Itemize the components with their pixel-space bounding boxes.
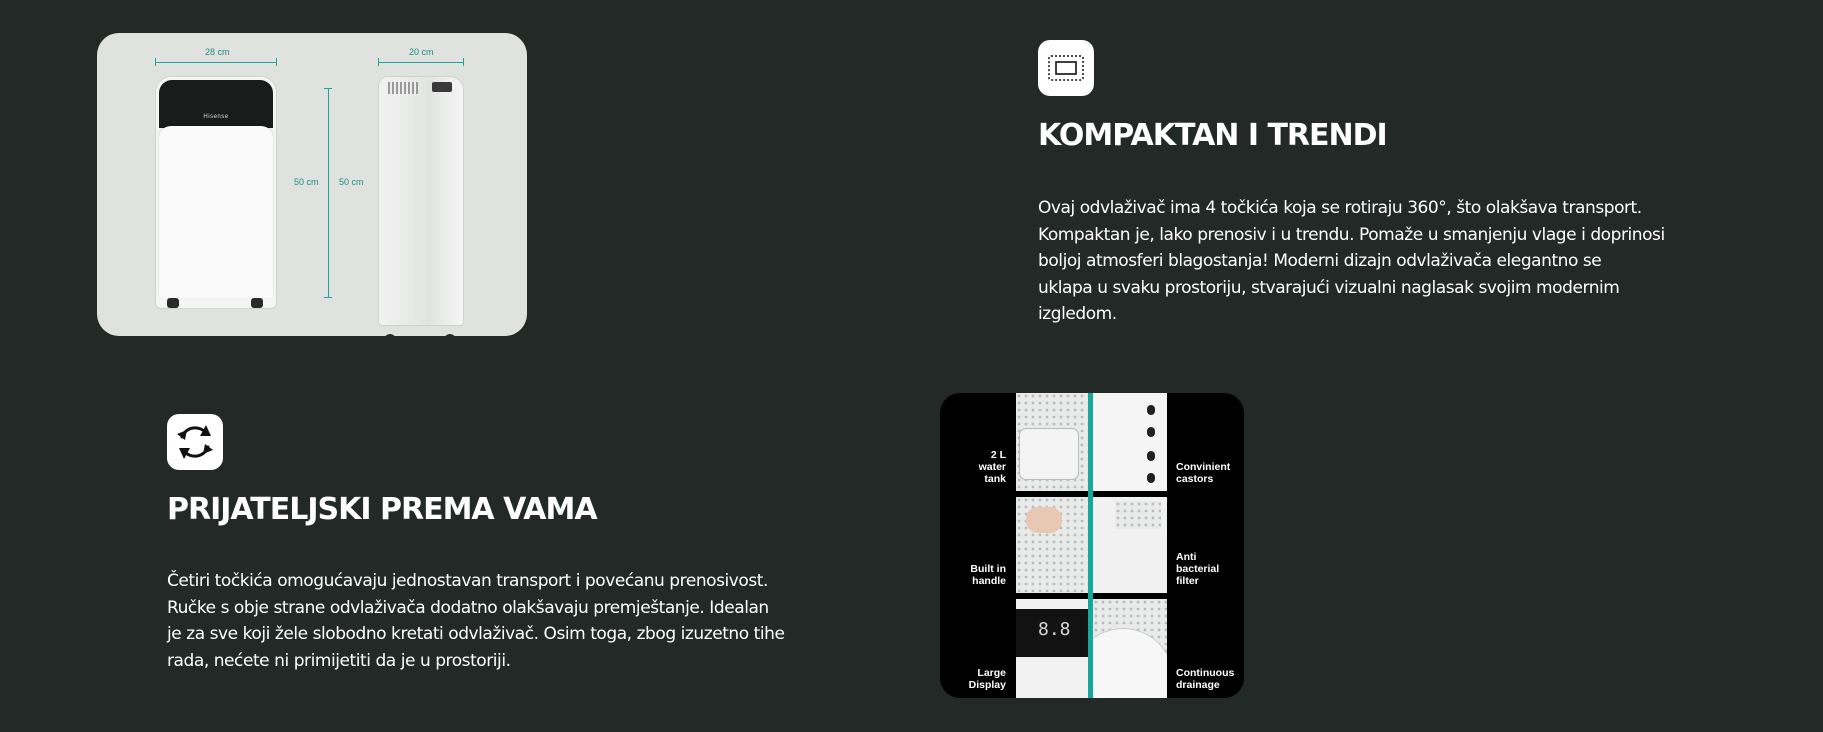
filter-photo: [1093, 497, 1167, 593]
friendly-line: Četiri točkića omogućavaju jednostavan transport i povećanu prenosivost.: [167, 571, 768, 591]
height-front-label: 50 cm: [294, 177, 319, 187]
feature-castors: Convinient castors: [1176, 461, 1231, 485]
compact-icon-box: [1038, 40, 1094, 96]
feature-handle: Built in handle: [970, 563, 1006, 587]
features-image: [940, 393, 1244, 698]
compact-line: uklapa u svaku prostoriju, stvarajući vizualni naglasak svojim modernim: [1038, 277, 1620, 298]
accent-divider: [1088, 393, 1093, 698]
feature-display: Large Display: [968, 667, 1006, 691]
handle-photo: [1016, 497, 1090, 593]
drainage-photo: [1093, 599, 1167, 698]
compact-line: izgledom.: [1038, 304, 1117, 324]
width-front-label: 28 cm: [205, 47, 230, 57]
dimensions-image: [97, 33, 527, 336]
width-side-label: 20 cm: [409, 47, 434, 57]
frame-dashed-icon: [1046, 53, 1086, 83]
dehumidifier-side: [378, 76, 464, 326]
compact-description: [1038, 195, 1665, 328]
friendly-line: rada, nećete ni primijetiti da je u prostoriji.: [167, 650, 511, 671]
friendly-title: PRIJATELJSKI PREMA VAMA: [167, 492, 597, 527]
feature-drainage: Continuous drainage: [1176, 667, 1235, 691]
water-tank-photo: [1016, 393, 1090, 491]
display-photo: [1016, 599, 1090, 698]
feature-filter: Anti bacterial filter: [1176, 551, 1220, 587]
castors-photo: [1093, 393, 1167, 491]
display-reading: 8.8: [1038, 619, 1071, 640]
compact-line: Kompaktan je, lako prenosiv i u trendu. Pomaže u smanjenju vlage i doprinosi: [1038, 224, 1665, 245]
friendly-icon-box: [167, 414, 223, 470]
friendly-line: Ručke s obje strane odvlaživača dodatno olakšavaju premještanje. Idealan: [167, 597, 769, 618]
rotate-arrows-icon: [173, 420, 217, 464]
height-side-label: 50 cm: [339, 177, 364, 187]
compact-line: boljoj atmosferi blagostanja! Moderni dizajn odvlaživača elegantno se: [1038, 251, 1602, 271]
dehumidifier-front: [155, 76, 277, 309]
feature-water-tank: 2 L water tank: [978, 449, 1006, 485]
compact-title: KOMPAKTAN I TRENDI: [1038, 118, 1387, 153]
brand-logo: Hisense: [203, 114, 229, 120]
compact-line: Ovaj odvlaživač ima 4 točkića koja se rotiraju 360°, što olakšava transport.: [1038, 198, 1642, 218]
friendly-description: [167, 568, 784, 674]
friendly-line: je za sve koji žele slobodno kretati odvlaživač. Osim toga, zbog izuzetno tihe: [167, 624, 785, 644]
